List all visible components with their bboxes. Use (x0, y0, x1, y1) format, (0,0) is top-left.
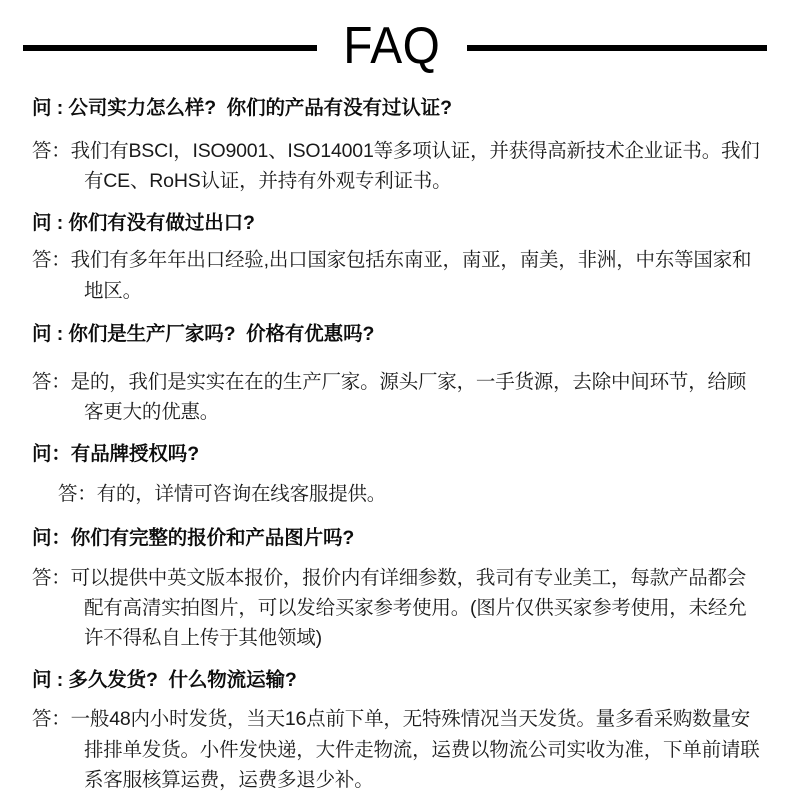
faq-list (0, 96, 790, 796)
faq-question: 问 : 多久发货? 什么物流运输? (32, 668, 297, 691)
faq-item (32, 442, 760, 510)
faq-question: 问：你们有完整的报价和产品图片吗? (32, 526, 355, 549)
faq-header (0, 0, 790, 96)
faq-question: 问 : 你们是生产厂家吗? 价格有优惠吗? (32, 323, 375, 346)
faq-item (32, 96, 760, 197)
faq-answer: 答：可以提供中英文版本报价，报价内有详细参数，我司有专业美工，每款产品都会配有高清实拍图片，可以发给买家参考使用。(图片仅供买家参考使用，未经允许不得私自上传于其他领域) (32, 566, 747, 650)
faq-answer: 答：有的，详情可咨询在线客服提供。 (58, 483, 387, 506)
faq-answer: 答：我们有多年年出口经验,出口国家包括东南亚，南亚，南美，非洲，中东等国家和地区。 (32, 249, 752, 302)
faq-question: 问 : 公司实力怎么样? 你们的产品有没有过认证? (32, 97, 452, 119)
header-rule-right (467, 45, 767, 51)
page-title: FAQ (343, 17, 441, 75)
faq-answer: 答：一般48内小时发货，当天16点前下单，无特殊情况当天发货。量多看采购数量安排排单发货。小件发快递，大件走物流，运费以物流公司实收为准，下单前请联系客服核算运费，运费多退少补。 (32, 708, 760, 792)
faq-item (32, 526, 760, 654)
header-rule-left (23, 45, 317, 51)
faq-item (32, 322, 760, 428)
faq-item (32, 668, 760, 796)
faq-answer: 答：是的，我们是实实在在的生产厂家。源头厂家，一手货源，去除中间环节，给顾客更大的优惠。 (32, 370, 747, 424)
faq-answer: 答：我们有BSCI，ISO9001、ISO14001等多项认证，并获得高新技术企业证书。我们有CE、RoHS认证，并持有外观专利证书。 (32, 139, 760, 193)
faq-item (32, 211, 760, 307)
faq-question: 问 : 你们有没有做过出口? (32, 211, 255, 234)
faq-question: 问：有品牌授权吗? (32, 442, 200, 465)
